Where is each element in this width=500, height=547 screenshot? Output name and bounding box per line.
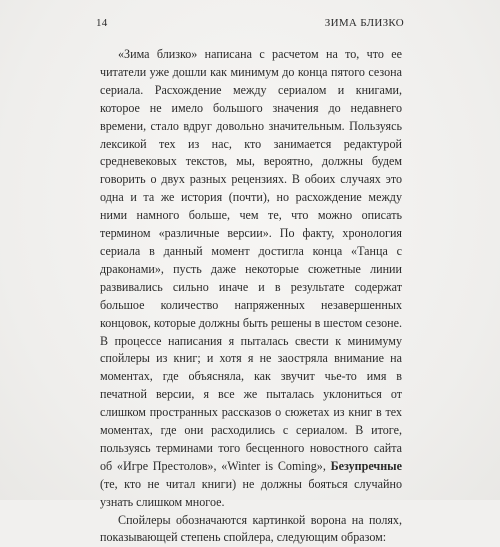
paragraph-1 xyxy=(100,46,402,512)
paragraph-1-text-a: «Зима близко» написана с расчетом на то, что ее читатели уже дошли как минимум до конца пятого сезона сериала. Расхождение между сериалом и книгами, которое не имело большого значения до недавнего времени, стало вдруг довольно значительным. Пользуясь лексикой тех из нас, кто занимается редактурой средневековых текстов, мы, вероятно, должны будем говорить о двух разных рецензиях. В обоих случаях это одна и та же история (почти), но расхождение между ними намного больше, чем те, что можно описать термином «различные версии». По факту, хронология сериала в данный момент достигла конца «Танца с драконами», пусть даже некоторые сюжетные линии развивались сильно иначе и в результате содержат большое количество напряженных незавершенных концовок, которые должны быть решены в шестом сезоне. В процессе написания я пыталась свести к минимуму спойлеры из книг; и хотя я не заостряла внимание на моментах, где объясняла, как звучит чье-то имя в печатной версии, я все же пыталась уклониться от слишком пространных рассказов о сюжетах из книг в тех моментах, где они расходились с сериалом. В итоге, пользуясь терминами того бесценного новостного сайта об «Игре Престолов», «Winter is Coming», xyxy=(100,47,403,473)
paragraph-1-bold-term: Безупречные xyxy=(330,458,402,473)
page-header xyxy=(96,17,404,33)
page-number: 14 xyxy=(96,17,108,29)
paragraph-2: Спойлеры обозначаются картинкой ворона на полях, показывающей степень спойлера, следующим образом: xyxy=(100,512,402,545)
running-head: ЗИМА БЛИЗКО xyxy=(324,17,404,29)
paragraph-1-text-b: (те, кто не читал книги) не должны бояться случайно узнать слишком многое. xyxy=(100,476,402,509)
body-text xyxy=(100,46,402,547)
